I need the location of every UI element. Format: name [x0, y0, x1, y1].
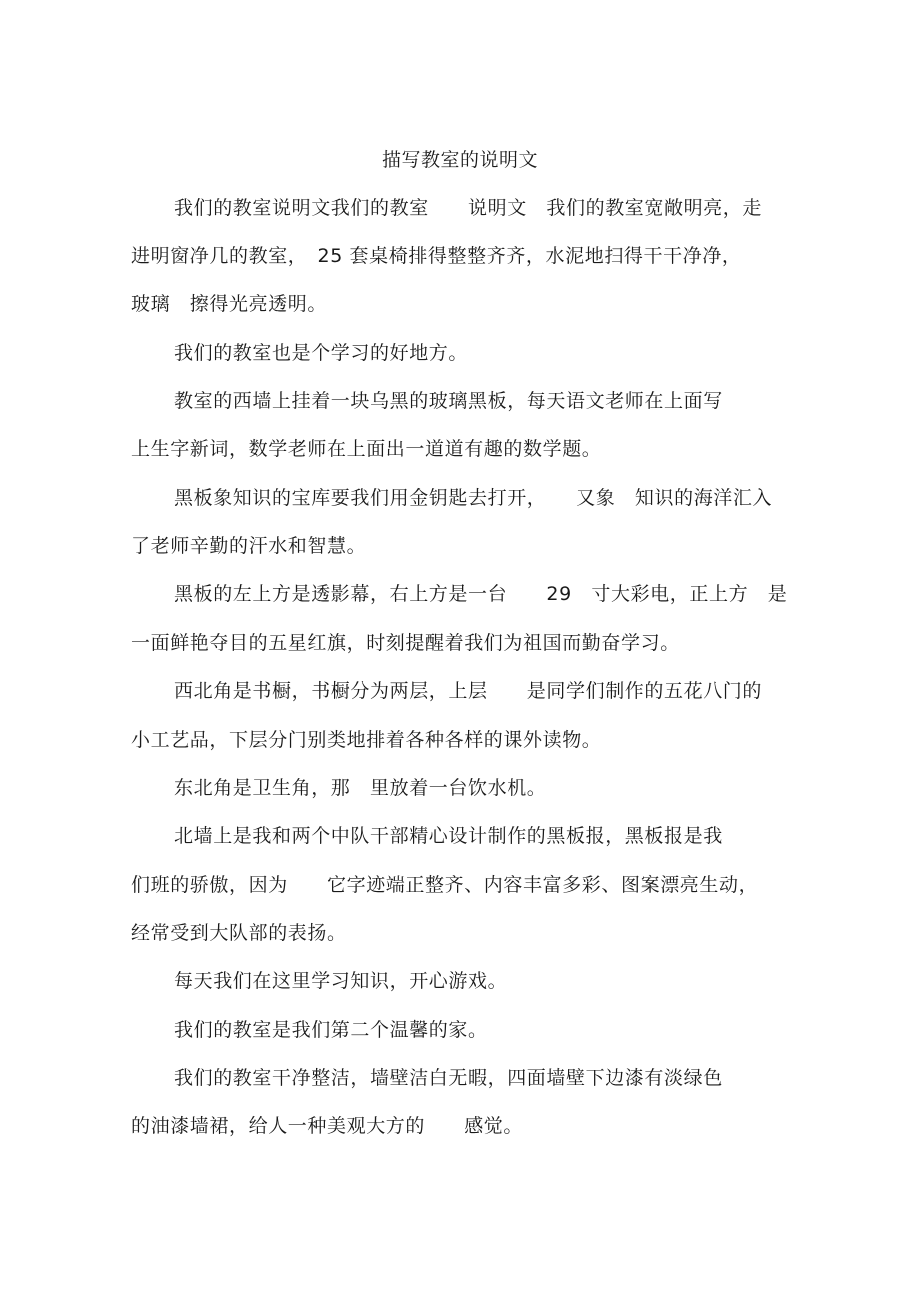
text-line: 进明窗净几的教室， 25 套桌椅排得整整齐齐，水泥地扫得干干净净，: [131, 245, 742, 267]
text-line: 经常受到大队部的表扬。: [131, 922, 347, 944]
text-line: 我们的教室也是个学习的好地方。: [174, 342, 469, 364]
text-line: 我们的教室说明文我们的教室 说明文 我们的教室宽敞明亮，走: [174, 197, 763, 219]
text-line: 我们的教室干净整洁，墙壁洁白无暇，四面墙壁下边漆有淡绿色: [174, 1067, 723, 1089]
text-line: 了老师辛勤的汗水和智慧。: [131, 535, 367, 557]
text-line: 的油漆墙裙，给人一种美观大方的 感觉。: [131, 1115, 524, 1137]
text-line: 们班的骄傲，因为 它字迹端正整齐、内容丰富多彩、图案漂亮生动，: [131, 874, 759, 896]
text-line: 黑板象知识的宝库要我们用金钥匙去打开， 又象 知识的海洋汇入: [174, 487, 773, 509]
text-line: 东北角是卫生角，那 里放着一台饮水机。: [174, 777, 547, 799]
text-line: 一面鲜艳夺目的五星红旗，时刻提醒着我们为祖国而勤奋学习。: [131, 632, 680, 654]
document-title: 描写教室的说明文: [381, 149, 538, 171]
text-line: 黑板的左上方是透影幕，右上方是一台 29 寸大彩电，正上方 是: [174, 583, 788, 605]
text-line: 教室的西墙上挂着一块乌黑的玻璃黑板，每天语文老师在上面写: [174, 390, 723, 412]
text-line: 西北角是书橱，书橱分为两层，上层 是同学们制作的五花八门的: [174, 680, 763, 702]
text-line: 北墙上是我和两个中队干部精心设计制作的黑板报，黑板报是我: [174, 825, 723, 847]
text-line: 小工艺品，下层分门别类地排着各种各样的课外读物。: [131, 729, 602, 751]
text-line: 我们的教室是我们第二个温馨的家。: [174, 1019, 488, 1041]
text-line: 每天我们在这里学习知识，开心游戏。: [174, 970, 508, 992]
text-line: 玻璃 擦得光亮透明。: [131, 293, 328, 315]
text-line: 上生字新词，数学老师在上面出一道道有趣的数学题。: [131, 438, 602, 460]
